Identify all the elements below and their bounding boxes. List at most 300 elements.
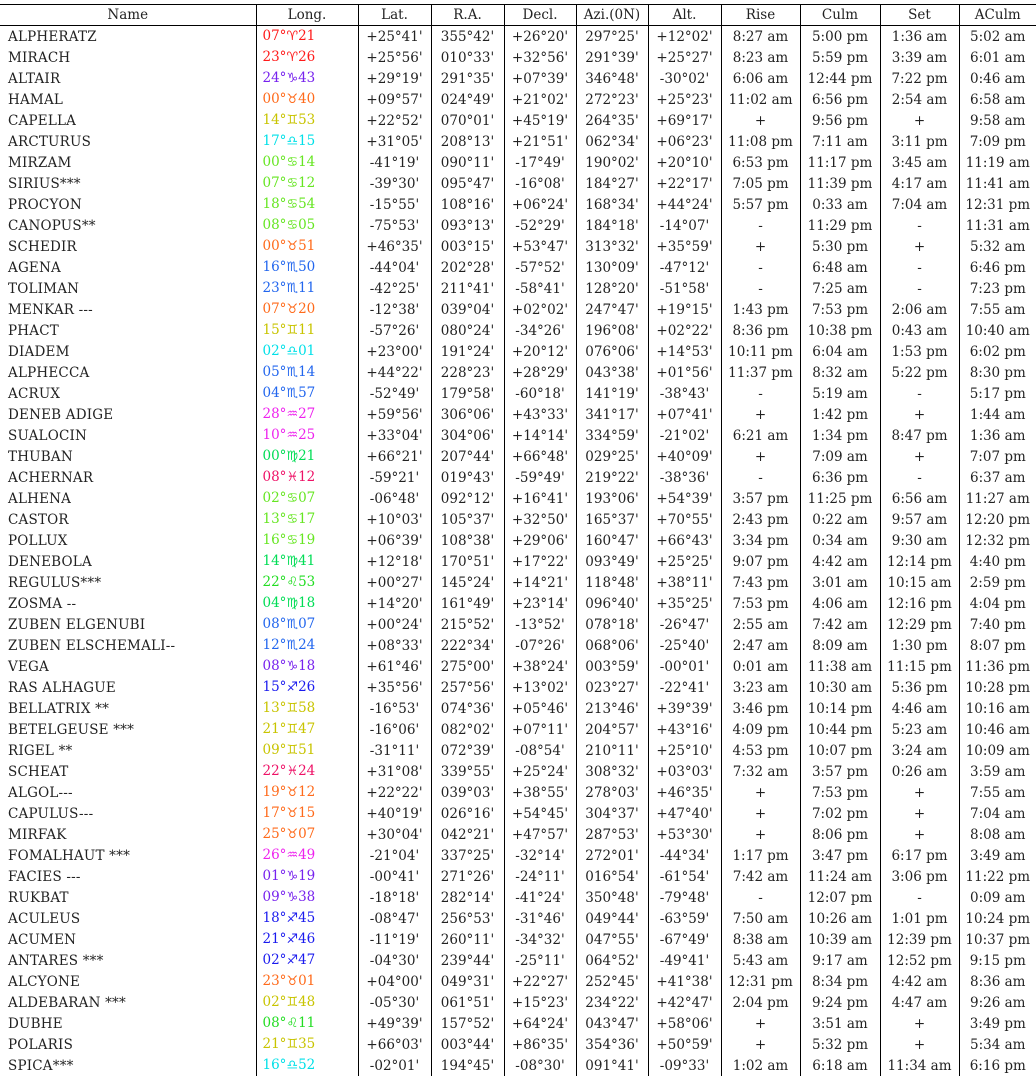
culmination-time-cell: 7:09 am	[800, 446, 880, 467]
rise-time-cell: +	[721, 803, 800, 824]
table-row[interactable]	[0, 488, 1036, 509]
table-row[interactable]	[0, 740, 1036, 761]
longitude-degrees: 08°	[263, 217, 287, 233]
right-ascension-cell: 215°52'	[431, 614, 504, 635]
longitude-degrees: 05°	[263, 364, 287, 380]
longitude-minutes: 35	[298, 1036, 315, 1052]
longitude-degrees: 17°	[263, 133, 287, 149]
altitude-cell: -67°49'	[648, 929, 721, 950]
table-row[interactable]	[0, 950, 1036, 971]
table-row[interactable]	[0, 26, 1036, 48]
declination-cell: +32°56'	[504, 47, 576, 68]
scorpio-sign-icon: ♏	[286, 617, 298, 632]
latitude-cell: +22°22'	[358, 782, 431, 803]
latitude-cell: -16°06'	[358, 719, 431, 740]
anti-culmination-time-cell: 9:58 am	[959, 110, 1036, 131]
right-ascension-cell: 170°51'	[431, 551, 504, 572]
set-time-cell: 1:53 pm	[880, 341, 959, 362]
latitude-cell: +25°41'	[358, 26, 431, 48]
declination-cell: +45°19'	[504, 110, 576, 131]
table-row[interactable]	[0, 551, 1036, 572]
longitude-cell	[256, 614, 358, 635]
scorpio-sign-icon: ♏	[286, 386, 298, 401]
right-ascension-cell: 090°11'	[431, 152, 504, 173]
right-ascension-cell: 070°01'	[431, 110, 504, 131]
declination-cell: +32°50'	[504, 509, 576, 530]
star-name-cell: ALDEBARAN ***	[0, 992, 256, 1013]
culmination-time-cell: 7:02 pm	[800, 803, 880, 824]
culmination-time-cell: 5:32 pm	[800, 1034, 880, 1055]
culmination-time-cell: 3:47 pm	[800, 845, 880, 866]
latitude-cell: +10°03'	[358, 509, 431, 530]
star-table-container	[0, 4, 1036, 1076]
azimuth-cell: 354°36'	[576, 1034, 648, 1055]
column-header-name[interactable]: Name	[0, 5, 256, 26]
table-row[interactable]	[0, 698, 1036, 719]
culmination-time-cell: 12:44 pm	[800, 68, 880, 89]
longitude-minutes: 14	[298, 154, 315, 170]
rise-time-cell: 3:57 pm	[721, 488, 800, 509]
azimuth-cell: 184°18'	[576, 215, 648, 236]
longitude-cell	[256, 971, 358, 992]
star-name-cell: RAS ALHAGUE	[0, 677, 256, 698]
table-row[interactable]	[0, 362, 1036, 383]
declination-cell: +53°47'	[504, 236, 576, 257]
azimuth-cell: 128°20'	[576, 278, 648, 299]
longitude-cell	[256, 530, 358, 551]
set-time-cell: 7:22 pm	[880, 68, 959, 89]
right-ascension-cell: 257°56'	[431, 677, 504, 698]
longitude-cell	[256, 782, 358, 803]
table-row[interactable]	[0, 383, 1036, 404]
set-time-cell: 5:22 pm	[880, 362, 959, 383]
altitude-cell: +43°16'	[648, 719, 721, 740]
set-time-cell: 12:52 pm	[880, 950, 959, 971]
right-ascension-cell: 157°52'	[431, 1013, 504, 1034]
longitude-minutes: 11	[298, 1015, 315, 1031]
culmination-time-cell: 8:06 pm	[800, 824, 880, 845]
star-name-cell: PHACT	[0, 320, 256, 341]
table-row[interactable]	[0, 908, 1036, 929]
azimuth-cell: 341°17'	[576, 404, 648, 425]
table-row[interactable]	[0, 404, 1036, 425]
longitude-minutes: 47	[298, 721, 315, 737]
rise-time-cell: +	[721, 110, 800, 131]
star-name-cell: MENKAR ---	[0, 299, 256, 320]
table-row[interactable]	[0, 593, 1036, 614]
pisces-sign-icon: ♓	[286, 764, 298, 779]
azimuth-cell: 287°53'	[576, 824, 648, 845]
column-header-right-ascension[interactable]: R.A.	[431, 5, 504, 26]
longitude-minutes: 21	[298, 448, 315, 464]
culmination-time-cell: 11:38 am	[800, 656, 880, 677]
culmination-time-cell: 0:34 am	[800, 530, 880, 551]
right-ascension-cell: 003°15'	[431, 236, 504, 257]
set-time-cell: 4:47 am	[880, 992, 959, 1013]
azimuth-cell: 160°47'	[576, 530, 648, 551]
declination-cell: -34°32'	[504, 929, 576, 950]
latitude-cell: -42°25'	[358, 278, 431, 299]
table-row[interactable]	[0, 614, 1036, 635]
anti-culmination-time-cell: 10:28 pm	[959, 677, 1036, 698]
longitude-minutes: 17	[298, 511, 315, 527]
longitude-degrees: 01°	[263, 868, 287, 884]
table-row[interactable]	[0, 467, 1036, 488]
set-time-cell: 4:17 am	[880, 173, 959, 194]
set-time-cell: 9:30 am	[880, 530, 959, 551]
table-row[interactable]	[0, 194, 1036, 215]
declination-cell: -16°08'	[504, 173, 576, 194]
anti-culmination-time-cell: 10:09 am	[959, 740, 1036, 761]
anti-culmination-time-cell: 7:40 pm	[959, 614, 1036, 635]
table-row[interactable]	[0, 866, 1036, 887]
table-row[interactable]	[0, 635, 1036, 656]
longitude-cell	[256, 194, 358, 215]
table-row[interactable]	[0, 719, 1036, 740]
cancer-sign-icon: ♋	[286, 176, 298, 191]
azimuth-cell: 096°40'	[576, 593, 648, 614]
declination-cell: -08°30'	[504, 1055, 576, 1076]
culmination-time-cell: 8:09 am	[800, 635, 880, 656]
rise-time-cell: +	[721, 446, 800, 467]
set-time-cell: 4:46 am	[880, 698, 959, 719]
culmination-time-cell: 10:26 am	[800, 908, 880, 929]
capricorn-sign-icon: ♑	[286, 659, 298, 674]
column-header-aculm[interactable]: ACulm	[959, 5, 1036, 26]
longitude-cell	[256, 152, 358, 173]
culmination-time-cell: 8:34 pm	[800, 971, 880, 992]
anti-culmination-time-cell: 9:26 am	[959, 992, 1036, 1013]
rise-time-cell: 2:04 pm	[721, 992, 800, 1013]
altitude-cell: +22°17'	[648, 173, 721, 194]
table-row[interactable]	[0, 1055, 1036, 1076]
star-name-cell: ZUBEN ELGENUBI	[0, 614, 256, 635]
culmination-time-cell: 9:56 pm	[800, 110, 880, 131]
altitude-cell: +25°25'	[648, 551, 721, 572]
star-name-cell: ACULEUS	[0, 908, 256, 929]
taurus-sign-icon: ♉	[286, 302, 298, 317]
table-row[interactable]	[0, 320, 1036, 341]
table-row[interactable]	[0, 236, 1036, 257]
star-name-cell: RIGEL **	[0, 740, 256, 761]
table-row[interactable]	[0, 215, 1036, 236]
longitude-degrees: 22°	[263, 763, 287, 779]
longitude-minutes: 25	[298, 427, 315, 443]
culmination-time-cell: 10:44 pm	[800, 719, 880, 740]
longitude-minutes: 45	[298, 910, 315, 926]
altitude-cell: +41°38'	[648, 971, 721, 992]
azimuth-cell: 043°47'	[576, 1013, 648, 1034]
longitude-minutes: 40	[298, 91, 315, 107]
right-ascension-cell: 010°33'	[431, 47, 504, 68]
table-row[interactable]	[0, 803, 1036, 824]
anti-culmination-time-cell: 5:02 am	[959, 26, 1036, 48]
table-row[interactable]	[0, 1034, 1036, 1055]
table-row[interactable]	[0, 992, 1036, 1013]
table-row[interactable]	[0, 530, 1036, 551]
latitude-cell: -05°30'	[358, 992, 431, 1013]
anti-culmination-time-cell: 3:59 am	[959, 761, 1036, 782]
latitude-cell: -02°01'	[358, 1055, 431, 1076]
right-ascension-cell: 161°49'	[431, 593, 504, 614]
column-header-longitude[interactable]: Long.	[256, 5, 358, 26]
longitude-degrees: 13°	[263, 511, 287, 527]
longitude-minutes: 18	[298, 595, 315, 611]
rise-time-cell: 11:37 pm	[721, 362, 800, 383]
azimuth-cell: 062°34'	[576, 131, 648, 152]
star-name-cell: ALGOL---	[0, 782, 256, 803]
set-time-cell: 11:15 pm	[880, 656, 959, 677]
table-row[interactable]	[0, 341, 1036, 362]
declination-cell: +21°51'	[504, 131, 576, 152]
altitude-cell: +54°39'	[648, 488, 721, 509]
longitude-degrees: 02°	[263, 952, 287, 968]
rise-time-cell: 7:50 am	[721, 908, 800, 929]
declination-cell: +22°27'	[504, 971, 576, 992]
longitude-minutes: 24	[298, 637, 315, 653]
altitude-cell: +47°40'	[648, 803, 721, 824]
column-header-altitude[interactable]: Alt.	[648, 5, 721, 26]
rise-time-cell: +	[721, 236, 800, 257]
right-ascension-cell: 256°53'	[431, 908, 504, 929]
set-time-cell: 1:36 am	[880, 26, 959, 48]
rise-time-cell: +	[721, 782, 800, 803]
right-ascension-cell: 092°12'	[431, 488, 504, 509]
longitude-minutes: 15	[298, 805, 315, 821]
star-name-cell: THUBAN	[0, 446, 256, 467]
rise-time-cell: 3:34 pm	[721, 530, 800, 551]
table-row[interactable]	[0, 929, 1036, 950]
altitude-cell: +42°47'	[648, 992, 721, 1013]
altitude-cell: +20°10'	[648, 152, 721, 173]
longitude-cell	[256, 320, 358, 341]
altitude-cell: +39°39'	[648, 698, 721, 719]
table-row[interactable]	[0, 299, 1036, 320]
right-ascension-cell: 093°13'	[431, 215, 504, 236]
set-time-cell: +	[880, 1034, 959, 1055]
rise-time-cell: 2:43 pm	[721, 509, 800, 530]
latitude-cell: -41°19'	[358, 152, 431, 173]
longitude-degrees: 23°	[263, 280, 287, 296]
altitude-cell: -22°41'	[648, 677, 721, 698]
declination-cell: -60°18'	[504, 383, 576, 404]
aries-sign-icon: ♈	[286, 50, 298, 65]
longitude-minutes: 14	[298, 364, 315, 380]
table-row[interactable]	[0, 887, 1036, 908]
set-time-cell: 2:06 am	[880, 299, 959, 320]
table-row[interactable]	[0, 47, 1036, 68]
set-time-cell: 1:01 pm	[880, 908, 959, 929]
virgo-sign-icon: ♍	[286, 596, 298, 611]
star-name-cell: BELLATRIX **	[0, 698, 256, 719]
azimuth-cell: 184°27'	[576, 173, 648, 194]
azimuth-cell: 234°22'	[576, 992, 648, 1013]
right-ascension-cell: 039°04'	[431, 299, 504, 320]
anti-culmination-time-cell: 8:36 am	[959, 971, 1036, 992]
rise-time-cell: 1:02 am	[721, 1055, 800, 1076]
azimuth-cell: 297°25'	[576, 26, 648, 48]
longitude-cell	[256, 299, 358, 320]
right-ascension-cell: 003°44'	[431, 1034, 504, 1055]
capricorn-sign-icon: ♑	[286, 869, 298, 884]
culmination-time-cell: 1:34 pm	[800, 425, 880, 446]
culmination-time-cell: 5:19 am	[800, 383, 880, 404]
longitude-minutes: 11	[298, 322, 315, 338]
altitude-cell: -47°12'	[648, 257, 721, 278]
star-name-cell: ACRUX	[0, 383, 256, 404]
set-time-cell: +	[880, 446, 959, 467]
star-name-cell: SIRIUS***	[0, 173, 256, 194]
table-row[interactable]	[0, 971, 1036, 992]
longitude-degrees: 00°	[263, 154, 287, 170]
table-row[interactable]	[0, 89, 1036, 110]
table-row[interactable]	[0, 173, 1036, 194]
altitude-cell: -61°54'	[648, 866, 721, 887]
latitude-cell: +44°22'	[358, 362, 431, 383]
latitude-cell: -75°53'	[358, 215, 431, 236]
longitude-cell	[256, 488, 358, 509]
right-ascension-cell: 355°42'	[431, 26, 504, 48]
table-row[interactable]	[0, 677, 1036, 698]
declination-cell: +23°14'	[504, 593, 576, 614]
table-row[interactable]	[0, 572, 1036, 593]
table-row[interactable]	[0, 152, 1036, 173]
anti-culmination-time-cell: 5:17 pm	[959, 383, 1036, 404]
right-ascension-cell: 019°43'	[431, 467, 504, 488]
star-name-cell: SCHEAT	[0, 761, 256, 782]
taurus-sign-icon: ♉	[286, 785, 298, 800]
rise-time-cell: 10:11 pm	[721, 341, 800, 362]
altitude-cell: +25°23'	[648, 89, 721, 110]
table-row[interactable]	[0, 845, 1036, 866]
table-row[interactable]	[0, 446, 1036, 467]
culmination-time-cell: 5:00 pm	[800, 26, 880, 48]
star-name-cell: CASTOR	[0, 509, 256, 530]
column-header-latitude[interactable]: Lat.	[358, 5, 431, 26]
declination-cell: -59°49'	[504, 467, 576, 488]
altitude-cell: +01°56'	[648, 362, 721, 383]
anti-culmination-time-cell: 11:41 am	[959, 173, 1036, 194]
anti-culmination-time-cell: 7:55 am	[959, 782, 1036, 803]
column-header-set[interactable]: Set	[880, 5, 959, 26]
table-row[interactable]	[0, 257, 1036, 278]
culmination-time-cell: 7:53 pm	[800, 299, 880, 320]
right-ascension-cell: 108°16'	[431, 194, 504, 215]
column-header-azimuth[interactable]: Azi.(0N)	[576, 5, 648, 26]
azimuth-cell: 291°39'	[576, 47, 648, 68]
star-name-cell: ZUBEN ELSCHEMALI--	[0, 635, 256, 656]
azimuth-cell: 023°27'	[576, 677, 648, 698]
azimuth-cell: 213°46'	[576, 698, 648, 719]
gemini-sign-icon: ♊	[286, 743, 298, 758]
set-time-cell: +	[880, 782, 959, 803]
anti-culmination-time-cell: 6:16 pm	[959, 1055, 1036, 1076]
set-time-cell: 6:56 am	[880, 488, 959, 509]
longitude-degrees: 09°	[263, 889, 287, 905]
leo-sign-icon: ♌	[286, 1016, 298, 1031]
azimuth-cell: 003°59'	[576, 656, 648, 677]
longitude-minutes: 12	[298, 175, 315, 191]
table-row[interactable]	[0, 68, 1036, 89]
table-row[interactable]	[0, 761, 1036, 782]
culmination-time-cell: 7:42 am	[800, 614, 880, 635]
right-ascension-cell: 082°02'	[431, 719, 504, 740]
table-row[interactable]	[0, 131, 1036, 152]
azimuth-cell: 141°19'	[576, 383, 648, 404]
anti-culmination-time-cell: 6:58 am	[959, 89, 1036, 110]
column-header-culm[interactable]: Culm	[800, 5, 880, 26]
table-row[interactable]	[0, 278, 1036, 299]
declination-cell: +06°24'	[504, 194, 576, 215]
longitude-minutes: 12	[298, 469, 315, 485]
declination-cell: +64°24'	[504, 1013, 576, 1034]
rise-time-cell: -	[721, 467, 800, 488]
declination-cell: +26°20'	[504, 26, 576, 48]
star-name-cell: REGULUS***	[0, 572, 256, 593]
right-ascension-cell: 291°35'	[431, 68, 504, 89]
scorpio-sign-icon: ♏	[286, 281, 298, 296]
anti-culmination-time-cell: 7:04 am	[959, 803, 1036, 824]
table-row[interactable]	[0, 824, 1036, 845]
longitude-degrees: 02°	[263, 343, 287, 359]
column-header-declination[interactable]: Decl.	[504, 5, 576, 26]
latitude-cell: -52°49'	[358, 383, 431, 404]
culmination-time-cell: 3:51 am	[800, 1013, 880, 1034]
altitude-cell: +46°35'	[648, 782, 721, 803]
set-time-cell: 12:14 pm	[880, 551, 959, 572]
longitude-cell	[256, 698, 358, 719]
table-row[interactable]	[0, 425, 1036, 446]
set-time-cell: +	[880, 824, 959, 845]
star-name-cell: POLLUX	[0, 530, 256, 551]
rise-time-cell: +	[721, 824, 800, 845]
table-row[interactable]	[0, 509, 1036, 530]
table-row[interactable]	[0, 1013, 1036, 1034]
table-row[interactable]	[0, 110, 1036, 131]
latitude-cell: +00°24'	[358, 614, 431, 635]
latitude-cell: +22°52'	[358, 110, 431, 131]
longitude-minutes: 41	[298, 553, 315, 569]
declination-cell: +54°45'	[504, 803, 576, 824]
culmination-time-cell: 5:59 pm	[800, 47, 880, 68]
star-name-cell: MIRFAK	[0, 824, 256, 845]
taurus-sign-icon: ♉	[286, 827, 298, 842]
set-time-cell: 3:39 am	[880, 47, 959, 68]
set-time-cell: 12:29 pm	[880, 614, 959, 635]
column-header-rise[interactable]: Rise	[721, 5, 800, 26]
libra-sign-icon: ♎	[286, 1058, 298, 1073]
latitude-cell: +14°20'	[358, 593, 431, 614]
table-row[interactable]	[0, 782, 1036, 803]
star-name-cell: FOMALHAUT ***	[0, 845, 256, 866]
longitude-degrees: 00°	[263, 238, 287, 254]
altitude-cell: -26°47'	[648, 614, 721, 635]
longitude-minutes: 58	[298, 700, 315, 716]
star-name-cell: ZOSMA --	[0, 593, 256, 614]
latitude-cell: -04°30'	[358, 950, 431, 971]
longitude-minutes: 46	[298, 931, 315, 947]
anti-culmination-time-cell: 6:02 pm	[959, 341, 1036, 362]
table-row[interactable]	[0, 656, 1036, 677]
latitude-cell: +61°46'	[358, 656, 431, 677]
set-time-cell: 12:39 pm	[880, 929, 959, 950]
altitude-cell: +25°10'	[648, 740, 721, 761]
virgo-sign-icon: ♍	[286, 554, 298, 569]
rise-time-cell: -	[721, 887, 800, 908]
longitude-cell	[256, 68, 358, 89]
latitude-cell: +12°18'	[358, 551, 431, 572]
longitude-degrees: 04°	[263, 595, 287, 611]
